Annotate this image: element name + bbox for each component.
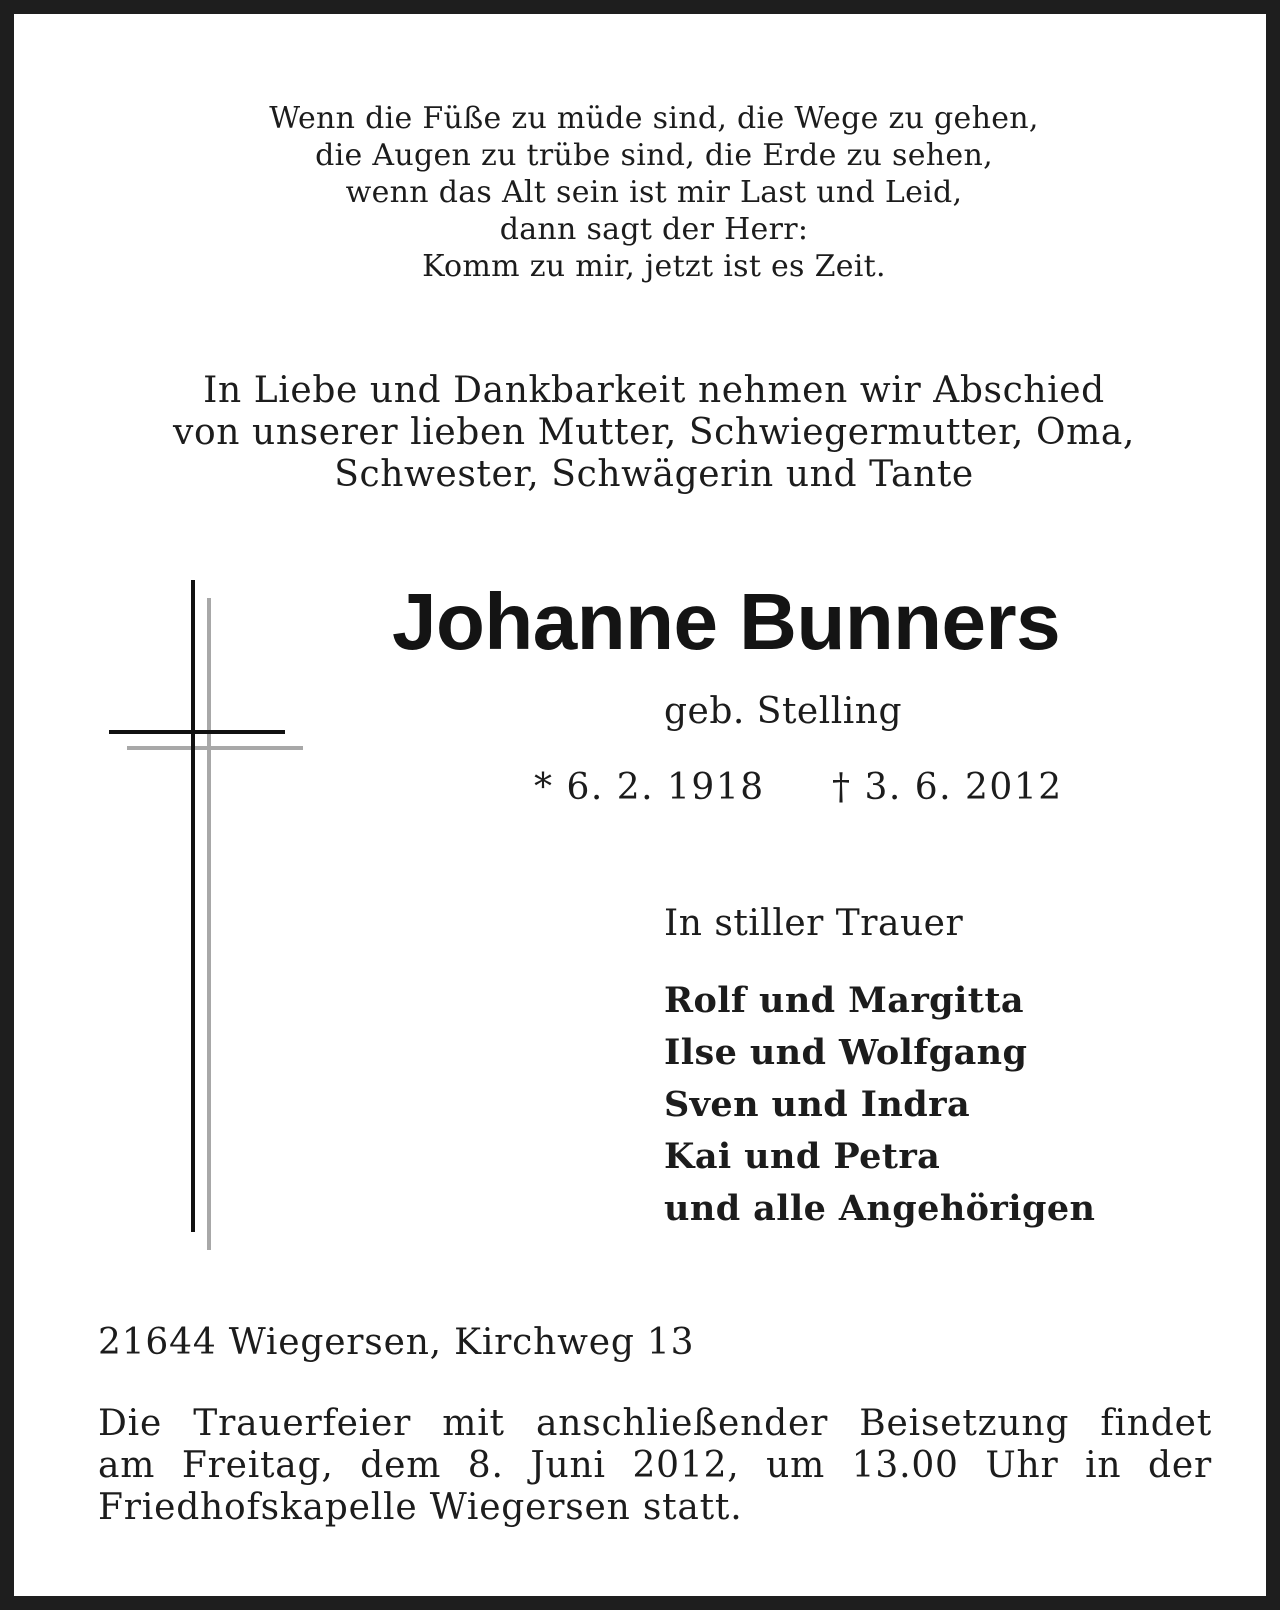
ceremony-line [98, 1445, 1212, 1487]
cross-vertical-beam [191, 580, 195, 1232]
ceremony-word: 8. [467, 1445, 504, 1486]
death-date: † 3. 6. 2012 [832, 767, 1063, 808]
address: 21644 Wiegersen, Kirchweg 13 [98, 1322, 695, 1363]
ceremony-line [98, 1403, 1212, 1445]
ceremony-word: Freitag, [181, 1445, 334, 1486]
cross-horizontal-beam [109, 730, 285, 734]
poem-line: Wenn die Füße zu müde sind, die Wege zu gehen, [269, 101, 1039, 136]
ceremony-word: am [98, 1445, 156, 1486]
ceremony-word: 2012, [632, 1445, 740, 1486]
mourner-name: und alle Angehörigen [664, 1188, 1096, 1229]
ceremony-word: Trauerfeier [193, 1403, 412, 1444]
mourner-name: Kai und Petra [664, 1136, 941, 1177]
farewell-intro [14, 370, 1280, 496]
cross-icon [102, 574, 312, 1254]
ceremony-word: in [1085, 1445, 1122, 1486]
maiden-name: geb. Stelling [664, 691, 902, 732]
intro-line: In Liebe und Dankbarkeit nehmen wir Abschied [203, 370, 1105, 411]
ceremony-word: der [1148, 1445, 1212, 1486]
cross-shadow-vertical [207, 598, 211, 1250]
ceremony-word: anschließender [535, 1403, 829, 1444]
ceremony-word: Juni [530, 1445, 606, 1486]
intro-line: von unserer lieben Mutter, Schwiegermutter, Oma, [173, 412, 1135, 453]
ceremony-word: Die [98, 1403, 163, 1444]
cross-shadow-horizontal [127, 746, 303, 750]
life-dates [14, 765, 1280, 811]
ceremony-word: findet [1100, 1403, 1212, 1444]
deceased-name: Johanne Bunners [392, 577, 1061, 666]
ceremony-word: 13.00 [851, 1445, 959, 1486]
ceremony-notice [98, 1403, 1212, 1529]
mourner-name: Ilse und Wolfgang [664, 1032, 1028, 1073]
mourner-name: Rolf und Margitta [664, 980, 1024, 1021]
poem-line: wenn das Alt sein ist mir Last und Leid, [345, 175, 963, 210]
birth-date: * 6. 2. 1918 [534, 767, 765, 808]
poem-line: dann sagt der Herr: [499, 212, 809, 247]
ceremony-word: mit [442, 1403, 505, 1444]
ceremony-word: dem [360, 1445, 442, 1486]
ceremony-word: um [766, 1445, 826, 1486]
ceremony-line: Friedhofskapelle Wiegersen statt. [98, 1487, 743, 1528]
poem-line: Komm zu mir, jetzt ist es Zeit. [422, 249, 886, 284]
poem [14, 100, 1280, 285]
intro-line: Schwester, Schwägerin und Tante [334, 454, 974, 495]
ceremony-word: Beisetzung [859, 1403, 1070, 1444]
ceremony-word: Uhr [985, 1445, 1059, 1486]
poem-line: die Augen zu trübe sind, die Erde zu sehen, [315, 138, 993, 173]
mourning-heading: In stiller Trauer [664, 903, 964, 944]
mourners-list [664, 975, 1095, 1235]
mourner-name: Sven und Indra [664, 1084, 971, 1125]
